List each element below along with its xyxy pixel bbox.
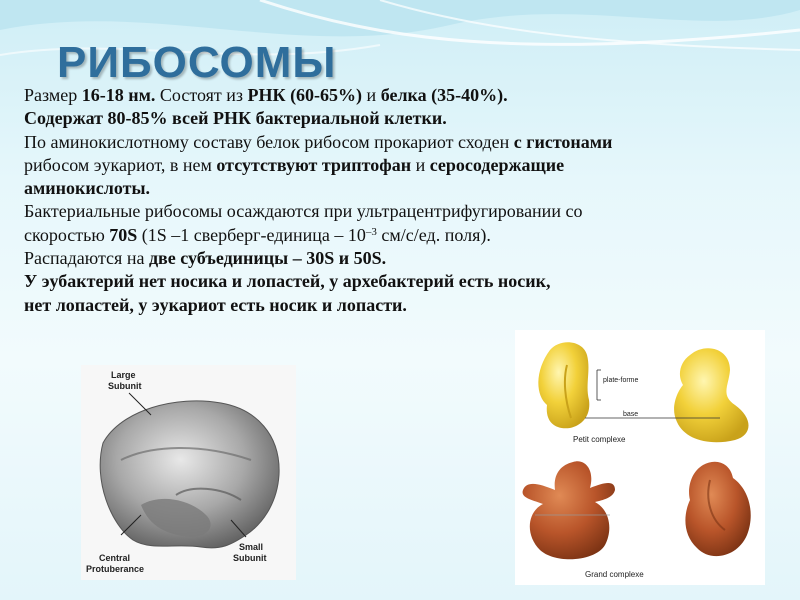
text-line-8 <box>24 247 794 270</box>
label-large-subunit-2: Subunit <box>108 381 142 391</box>
text-run: рибосом эукариот, в нем <box>24 154 217 175</box>
text-run: Размер <box>24 85 82 105</box>
bold-run: белка (35-40%). <box>380 85 508 105</box>
bold-run: отсутствуют триптофан <box>216 154 412 175</box>
bold-run: Содержат 80-85% всей РНК бактериальной клетки. <box>24 108 447 129</box>
superscript: –3 <box>365 225 377 238</box>
bold-run: 16-18 нм. <box>81 85 156 105</box>
text-line-7 <box>24 224 794 247</box>
label-small-subunit-1: Small <box>239 542 264 552</box>
text-line-2 <box>24 107 794 130</box>
ribosome-illustration <box>81 365 296 580</box>
bold-run: две субъединицы – 30S и 50S. <box>148 248 387 269</box>
text-run: и <box>362 85 381 105</box>
label-plate-forme: plate-forme <box>603 377 639 384</box>
label-base: base <box>623 411 639 418</box>
text-line-1 <box>24 84 794 107</box>
text-run: Распадаются на <box>24 248 149 269</box>
body-text <box>24 84 794 317</box>
ribosome-model-image <box>81 365 296 580</box>
label-central-2: Protuberance <box>86 564 145 574</box>
label-petit-complexe: Petit complexe <box>573 435 626 444</box>
text-line-6 <box>24 200 794 223</box>
label-central-1: Central <box>99 553 131 563</box>
text-line-9 <box>24 270 794 293</box>
bold-run: нет лопастей, у эукариот есть носик и лопасти. <box>24 294 407 315</box>
text-run: Состоят из <box>155 85 248 105</box>
text-line-4 <box>24 154 794 177</box>
text-line-3 <box>24 131 794 154</box>
text-line-5 <box>24 177 794 200</box>
label-large-subunit-1: Large <box>111 370 136 380</box>
bold-run: с гистонами <box>513 131 613 152</box>
bold-run: РНК (60-65%) <box>247 85 363 105</box>
text-line-10 <box>24 294 794 317</box>
label-grand-complexe: Grand complexe <box>585 570 644 579</box>
text-run: (1S –1 сверберг-единица – 10 <box>137 224 366 245</box>
bold-run: серосодержащие <box>429 154 565 175</box>
subunits-illustration <box>515 330 765 585</box>
text-run: скоростью <box>24 224 110 245</box>
label-small-subunit-2: Subunit <box>233 553 267 563</box>
text-run: Бактериальные рибосомы осаждаются при ультрацентрифугировании со <box>24 201 583 222</box>
page-title: РИБОСОМЫ <box>57 38 337 87</box>
bold-run: аминокислоты. <box>24 178 150 199</box>
subunits-image <box>515 330 765 585</box>
bold-run: 70S <box>109 224 138 245</box>
text-run: По аминокислотному составу белок рибосом прокариот сходен <box>24 131 514 152</box>
bold-run: У эубактерий нет носика и лопастей, у архебактерий есть носик, <box>24 271 551 292</box>
text-run: и <box>411 154 430 175</box>
text-run: см/с/ед. поля). <box>376 224 491 245</box>
